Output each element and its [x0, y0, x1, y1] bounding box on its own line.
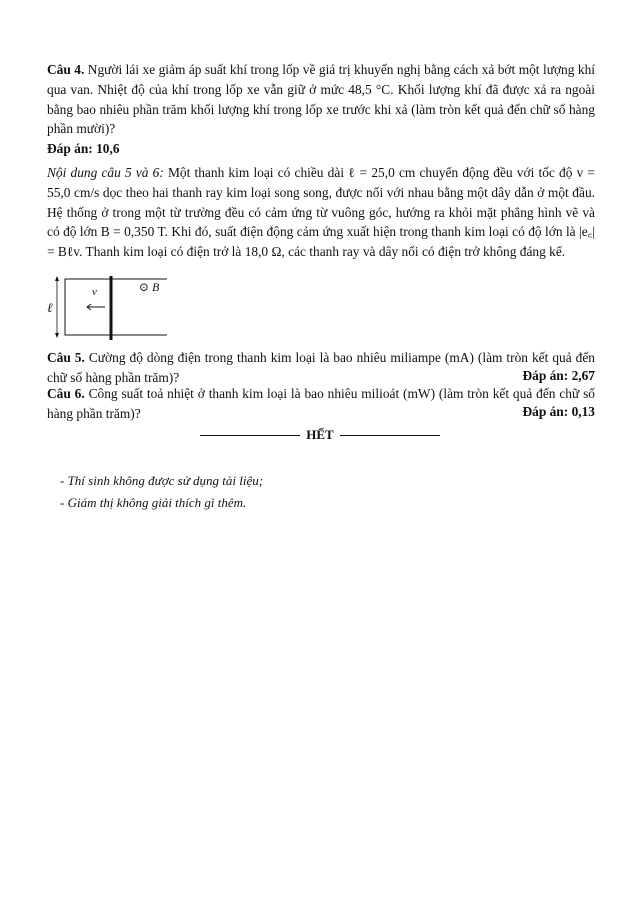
magnetic-field-label: ⊙ B⃗	[139, 279, 169, 294]
exam-notes	[60, 470, 263, 514]
velocity-label: v⃗	[92, 285, 106, 298]
question-6-label: Câu 6.	[47, 385, 85, 401]
end-word: HẾT	[306, 427, 334, 442]
shared-context-text: Một thanh kim loại có chiều dài ℓ = 25,0 cm chuyển động đều với tốc độ v = 55,0 cm/s dọc theo hai thanh ray kim loại song song, được nối với nhau bằng một dây dẫn ở một đầu. Hệ thống ở trong một từ trường đều có cảm ứng từ vuông góc, hướng ra khỏi mặt phẳng hình vẽ và có độ lớn B = 0,350 T. Khi đó, suất điện động cảm ứng xuất hiện trong thanh kim loại có độ lớn là |e꜀| = Bℓv. Thanh kim loại có điện trở là 18,0 Ω, các thanh ray và dây nối có điện trở không đáng kể.	[47, 164, 595, 260]
question-4-label: Câu 4.	[47, 62, 85, 77]
end-rule-right	[340, 435, 440, 436]
length-label: ℓ	[47, 299, 53, 315]
end-marker	[200, 427, 440, 443]
end-rule-left	[200, 435, 300, 436]
question-4-answer: Đáp án: 10,6	[47, 141, 120, 157]
rail-circuit-diagram	[47, 276, 197, 342]
note-item: - Giám thị không giải thích gì thêm.	[60, 495, 247, 510]
question-6-answer: Đáp án: 0,13	[522, 403, 595, 419]
note-item: - Thí sinh không được sử dụng tài liệu;	[60, 473, 264, 488]
question-4	[47, 60, 595, 139]
shared-context	[47, 163, 595, 262]
length-arrow-bottom	[55, 333, 59, 338]
shared-context-label: Nội dung câu 5 và 6:	[47, 164, 164, 180]
question-6-text: Công suất toả nhiệt ở thanh kim loại là bao nhiêu milioát (mW) (làm tròn kết quả đến chữ số hàng phần trăm)?	[47, 385, 595, 421]
exam-content	[47, 60, 595, 420]
question-4-text: Người lái xe giảm áp suất khí trong lốp về giá trị khuyến nghị bằng cách xả bớt một lượng khí qua van. Nhiệt độ của khí trong lốp xe vẫn giữ ở mức 48,5 °C. Khối lượng khí đã được xả ra ngoài bằng bao nhiêu phần trăm khối lượng khí trong lốp xe trước khi xả (làm tròn kết quả đến chữ số hàng phần mười)?	[47, 62, 595, 137]
question-5-answer: Đáp án: 2,67	[522, 367, 595, 383]
question-5-label: Câu 5.	[47, 349, 85, 365]
rail-circuit-figure	[47, 276, 197, 342]
length-arrow-top	[55, 276, 59, 281]
question-5-text: Cường độ dòng điện trong thanh kim loại là bao nhiêu miliampe (mA) (làm tròn kết quả đến chữ số hàng phần trăm)?	[47, 349, 595, 385]
